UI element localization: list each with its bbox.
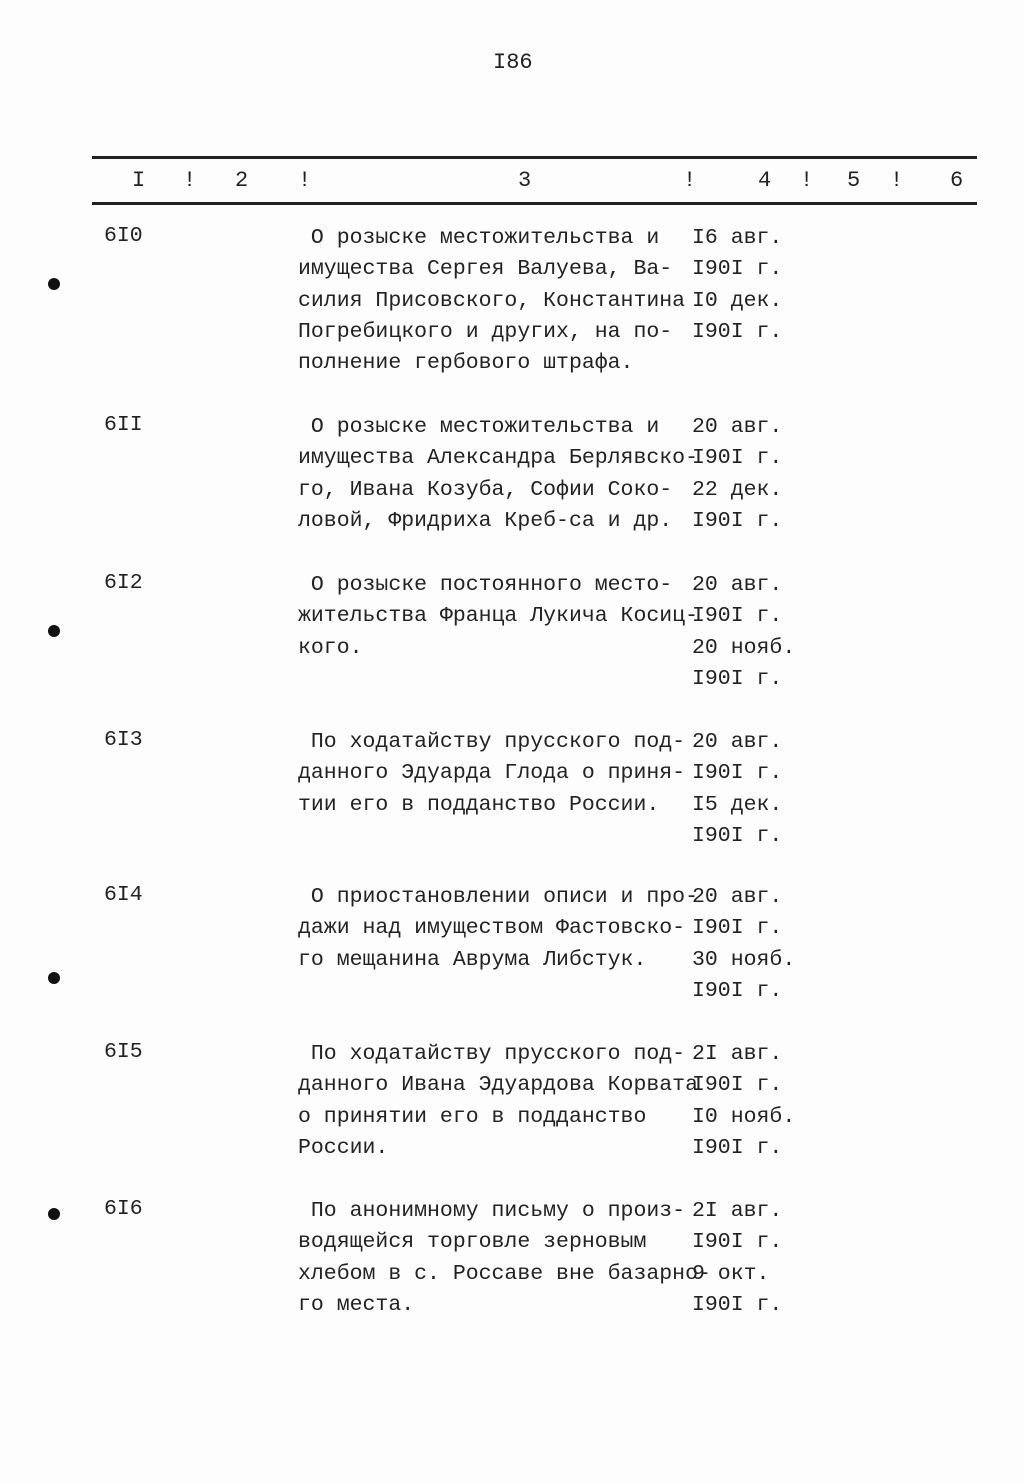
- description-line: тии его в подданство России.: [298, 792, 660, 817]
- date-line: 30 нояб.: [692, 947, 796, 972]
- description-line: России.: [298, 1135, 389, 1160]
- description-line: О розыске постоянного место-: [298, 573, 673, 597]
- column-header-label: 6: [950, 168, 964, 193]
- date-line: I0 дек.: [692, 288, 783, 313]
- entry-dates: [692, 1196, 782, 1321]
- entry-number: 6I3: [104, 728, 143, 752]
- date-line: 20 авг.: [692, 885, 783, 909]
- entry-description: [298, 882, 698, 976]
- description-line: кого.: [298, 635, 363, 660]
- description-line: имущества Александра Берлявско-: [298, 446, 698, 471]
- date-line: I90I г.: [692, 446, 783, 471]
- header-bottom-rule: [92, 202, 977, 205]
- punch-hole-mark: [48, 1208, 60, 1220]
- column-separator: !: [298, 168, 312, 193]
- description-line: го, Ивана Козуба, Софии Соко-: [298, 477, 673, 502]
- date-line: I90I г.: [692, 257, 783, 282]
- description-line: дажи над имуществом Фастовско-: [298, 916, 686, 941]
- entry-number: 6II: [104, 413, 143, 437]
- date-line: I90I г.: [692, 319, 783, 344]
- description-line: силия Присовского, Константина: [298, 288, 686, 313]
- date-line: I6 авг.: [692, 226, 783, 250]
- date-line: I90I г.: [692, 1135, 783, 1160]
- description-line: о принятии его в подданство: [298, 1104, 647, 1129]
- entry-number: 6I4: [104, 883, 143, 907]
- entry-dates: [692, 727, 782, 852]
- description-line: данного Эдуарда Глода о приня-: [298, 761, 686, 786]
- column-header-label: 5: [847, 168, 861, 193]
- column-separator: !: [800, 168, 814, 193]
- date-line: I5 дек.: [692, 792, 783, 817]
- date-line: I90I г.: [692, 916, 783, 941]
- column-separator: !: [683, 168, 697, 193]
- date-line: 20 авг.: [692, 415, 783, 439]
- description-line: водящейся торговле зерновым: [298, 1230, 647, 1255]
- date-line: I90I г.: [692, 1230, 783, 1255]
- date-line: 9 окт.: [692, 1261, 770, 1286]
- entry-dates: [692, 882, 795, 1007]
- description-line: хлебом в с. Россаве вне базарно-: [298, 1261, 711, 1286]
- date-line: I90I г.: [692, 508, 783, 533]
- description-line: данного Ивана Эдуардова Корвата: [298, 1073, 698, 1098]
- description-line: О розыске местожительства и: [298, 226, 660, 250]
- description-line: полнение гербового штрафа.: [298, 351, 634, 376]
- column-header-label: I: [132, 168, 146, 193]
- description-line: По ходатайству прусского под-: [298, 1042, 686, 1066]
- entry-dates: [692, 223, 782, 348]
- date-line: 22 дек.: [692, 477, 783, 502]
- date-line: I90I г.: [692, 604, 783, 629]
- date-line: I90I г.: [692, 1292, 783, 1317]
- date-line: 2I авг.: [692, 1199, 783, 1223]
- date-line: 20 авг.: [692, 573, 783, 597]
- column-header-label: 3: [518, 168, 532, 193]
- description-line: имущества Сергея Валуева, Ва-: [298, 257, 673, 282]
- entry-number: 6I5: [104, 1040, 143, 1064]
- description-line: го места.: [298, 1292, 415, 1317]
- date-line: I90I г.: [692, 666, 783, 691]
- date-line: I0 нояб.: [692, 1104, 796, 1129]
- description-line: По анонимному письму о произ-: [298, 1199, 686, 1223]
- description-line: жительства Франца Лукича Косиц-: [298, 604, 698, 629]
- date-line: 20 авг.: [692, 730, 783, 754]
- description-line: Погребицкого и других, на по-: [298, 319, 673, 344]
- entry-description: [298, 1039, 698, 1164]
- description-line: О розыске местожительства и: [298, 415, 660, 439]
- date-line: I90I г.: [692, 1073, 783, 1098]
- column-header-label: 2: [235, 168, 249, 193]
- entry-description: [298, 570, 698, 664]
- entry-description: [298, 727, 685, 821]
- entry-description: [298, 1196, 711, 1321]
- description-line: По ходатайству прусского под-: [298, 730, 686, 754]
- punch-hole-mark: [48, 625, 60, 637]
- entry-number: 6I2: [104, 571, 143, 595]
- description-line: О приостановлении описи и про-: [298, 885, 698, 909]
- entry-dates: [692, 412, 782, 537]
- date-line: 2I авг.: [692, 1042, 783, 1066]
- description-line: го мещанина Аврума Либстук.: [298, 947, 647, 972]
- punch-hole-mark: [48, 972, 60, 984]
- column-header-label: 4: [758, 168, 772, 193]
- header-top-rule: [92, 156, 977, 159]
- date-line: I90I г.: [692, 761, 783, 786]
- description-line: ловой, Фридриха Креб-са и др.: [298, 508, 673, 533]
- entry-description: [298, 223, 685, 379]
- date-line: I90I г.: [692, 978, 783, 1003]
- entry-number: 6I0: [104, 224, 143, 248]
- punch-hole-mark: [48, 278, 60, 290]
- date-line: I90I г.: [692, 823, 783, 848]
- date-line: 20 нояб.: [692, 635, 796, 660]
- page-number: I86: [493, 50, 533, 75]
- entry-number: 6I6: [104, 1197, 143, 1221]
- entry-dates: [692, 1039, 795, 1164]
- entry-dates: [692, 570, 795, 695]
- column-separator: !: [890, 168, 904, 193]
- entry-description: [298, 412, 698, 537]
- column-separator: !: [183, 168, 197, 193]
